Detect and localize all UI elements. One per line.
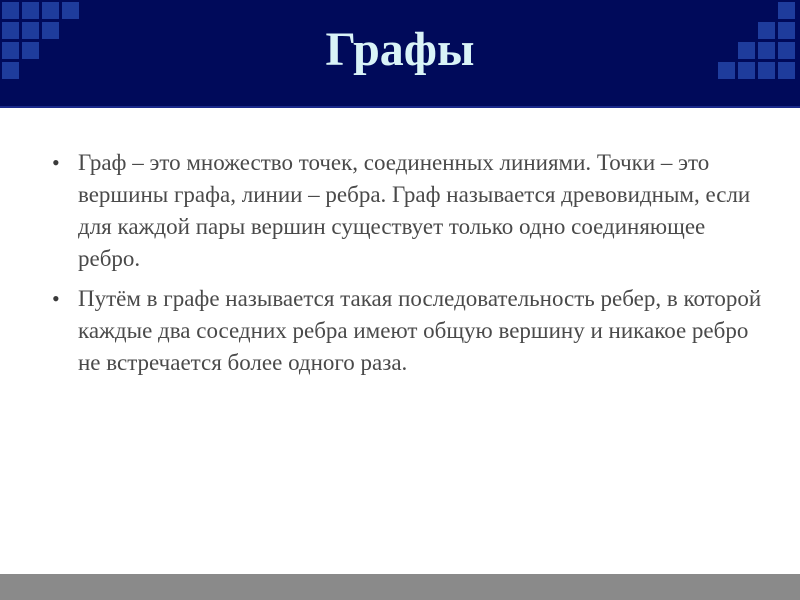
decor-square — [2, 2, 19, 19]
bullet-list — [48, 147, 768, 387]
header-divider — [0, 106, 800, 108]
bullet-text: Путём в графе называется такая последовательность ребер, в которой каждые два соседних ребра имеют общую вершину и никакое ребро не встречается более одного раза. — [78, 286, 762, 375]
decor-square — [778, 2, 795, 19]
bullet-item — [48, 147, 768, 275]
slide-footer-band — [0, 574, 800, 600]
decor-square — [42, 2, 59, 19]
slide-title: Графы — [325, 23, 475, 76]
decor-square — [22, 2, 39, 19]
decor-square — [62, 2, 79, 19]
bullet-icon: • — [52, 150, 60, 175]
bullet-item — [48, 283, 768, 379]
bullet-icon: • — [52, 286, 60, 311]
bullet-text: Граф – это множество точек, соединенных линиями. Точки – это вершины графа, линии – ребра. Граф называется древовидным, если для каждой пары вершин существует только одно соединяющее ребро. — [78, 150, 751, 271]
